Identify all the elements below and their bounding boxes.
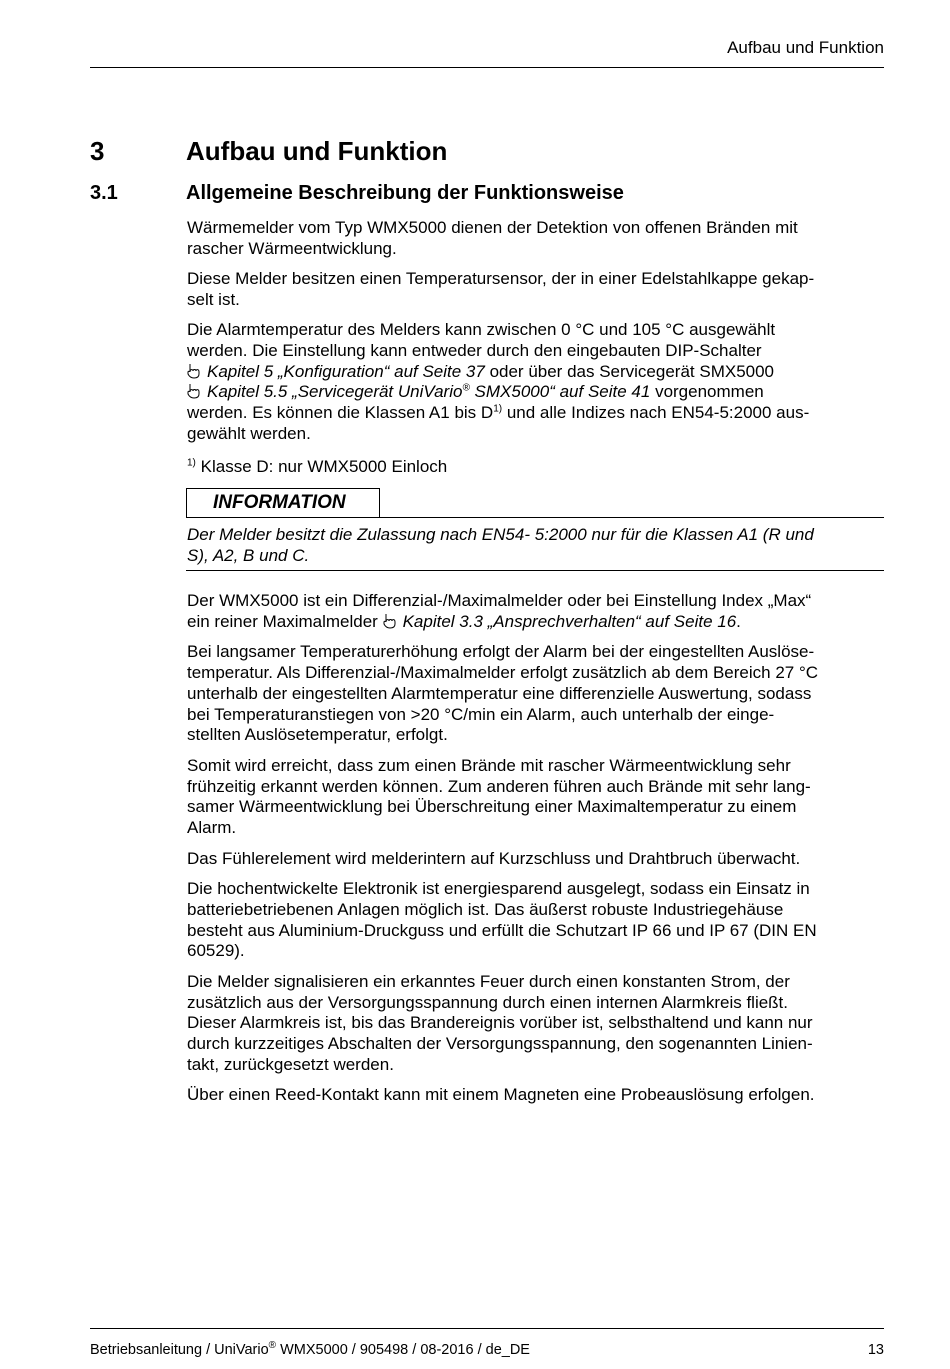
information-rule-bottom (186, 570, 884, 571)
paragraph-r3: Somit wird erreicht, dass zum einen Brände mit rascher Wärmeentwicklung sehr frühzeitig erkannt werden können. Zum anderen führen auch Brände mit sehr lang- samer Wärmeentwicklung bei Überschreitung einer Maximaltemperatur zu einem Alarm. (187, 755, 811, 838)
header-title: Aufbau und Funktion (727, 38, 884, 57)
hand-pointer-icon (187, 362, 207, 383)
paragraph-r7: Über einen Reed-Kontakt kann mit einem Magneten eine Probeauslösung erfolgen. (187, 1085, 815, 1105)
header-rule (90, 67, 884, 68)
information-rule-top (186, 517, 884, 518)
footnote: $^{1)}$ Klasse D: nur WMX5000 Einloch (187, 457, 448, 476)
paragraph-r2: Bei langsamer Temperaturerhöhung erfolgt der Alarm bei der eingestellten Auslöse- temperatur. Als Differenzial-/Maximalmelder erfolgt zusätzlich ab dem Bereich 27 °C unterhalb der eingestellten Alarmtemperatur eine differenzielle Auswertung, sodass bei Temperaturanstiegen von >20 °C/min ein Alarm, auch unterhalb der einge- stellten Auslösetemperatur, erfolgt. (187, 642, 819, 745)
paragraph-r4: Das Fühlerelement wird melderintern auf Kurzschluss und Drahtbruch überwacht. (187, 848, 801, 868)
page-number: 13 (867, 1342, 884, 1358)
paragraph-r1: Der WMX5000 ist ein Differenzial-/Maximalmelder oder bei Einstellung Index „Max“ ein reiner Maximalmelder Kapitel 3.3 „Ansprechverhalten“ auf Seite 16. (187, 591, 812, 631)
paragraph-3: Die Alarmtemperatur des Melders kann zwischen 0 °C und 105 °C ausgewählt werden. Die Einstellung kann entweder durch den eingebauten DIP-Schalter Kapitel 5 „Konfiguration“ auf Seite 37 oder über das Servicegerät SMX5000 Kapitel 5.5 „Servicegerät UniVario® SMX5000“ auf Seite 41 vorgenommen werden. Es können die Klassen A1 bis $D^{1)}$ und alle Indizes nach EN54-5:2000 aus- gewählt werden. (187, 320, 810, 443)
chapter-number: 3 (90, 136, 105, 166)
footnote-ref: 1) (493, 403, 503, 415)
section-number: 3.1 (90, 182, 118, 204)
section-title: Allgemeine Beschreibung der Funktionsweise (186, 182, 624, 204)
information-box (186, 488, 380, 518)
xref-link-ansprechverhalten[interactable]: Kapitel 3.3 „Ansprechverhalten“ auf Seite 16 (402, 611, 737, 631)
paragraph-r5: Die hochentwickelte Elektronik ist energiesparend ausgelegt, sodass ein Einsatz in batteriebetriebenen Anlagen möglich ist. Das äußerst robuste Industriegehäuse besteht aus Aluminium-Druckguss und erfüllt die Schutzart IP 66 und IP 67 (DIN EN 60529). (187, 878, 817, 961)
hand-pointer-icon (383, 612, 403, 633)
hand-pointer-icon (187, 382, 207, 403)
main-text (187, 591, 881, 1116)
information-text: Der Melder besitzt die Zulassung nach EN54- 5:2000 nur für die Klassen A1 (R und S), A2, B und C. (187, 525, 814, 565)
chapter-title: Aufbau und Funktion (186, 136, 448, 166)
paragraph-1: Wärmemelder vom Typ WMX5000 dienen der Detektion von offenen Bränden mit rascher Wärmeentwicklung. (187, 218, 798, 258)
paragraph-2: Diese Melder besitzen einen Temperatursensor, der in einer Edelstahlkappe gekap- selt ist. (187, 269, 815, 309)
xref-link-konfiguration[interactable]: Kapitel 5 „Konfiguration“ auf Seite 37 (207, 361, 485, 381)
information-label: INFORMATION (213, 492, 346, 513)
paragraph-r6: Die Melder signalisieren ein erkanntes Feuer durch einen konstanten Strom, der zusätzlich aus der Versorgungsspannung durch einen internen Alarmkreis fließt. Dieser Alarmkreis ist, bis das Brandereignis vorüber ist, selbsthaltend und kann nur durch kurzzeitiges Abschalten der Versorgungsspannung, den sogenannten Linien- takt, zurückgesetzt werden. (187, 971, 813, 1074)
footer-rule (90, 1328, 884, 1329)
footer-text: Betriebsanleitung / UniVario® WMX5000 / 905498 / 08-2016 / de_DE (90, 1340, 530, 1358)
xref-link-servicegeraet[interactable]: Kapitel 5.5 „Servicegerät UniVario® SMX5000“ auf Seite 41 (207, 382, 651, 402)
